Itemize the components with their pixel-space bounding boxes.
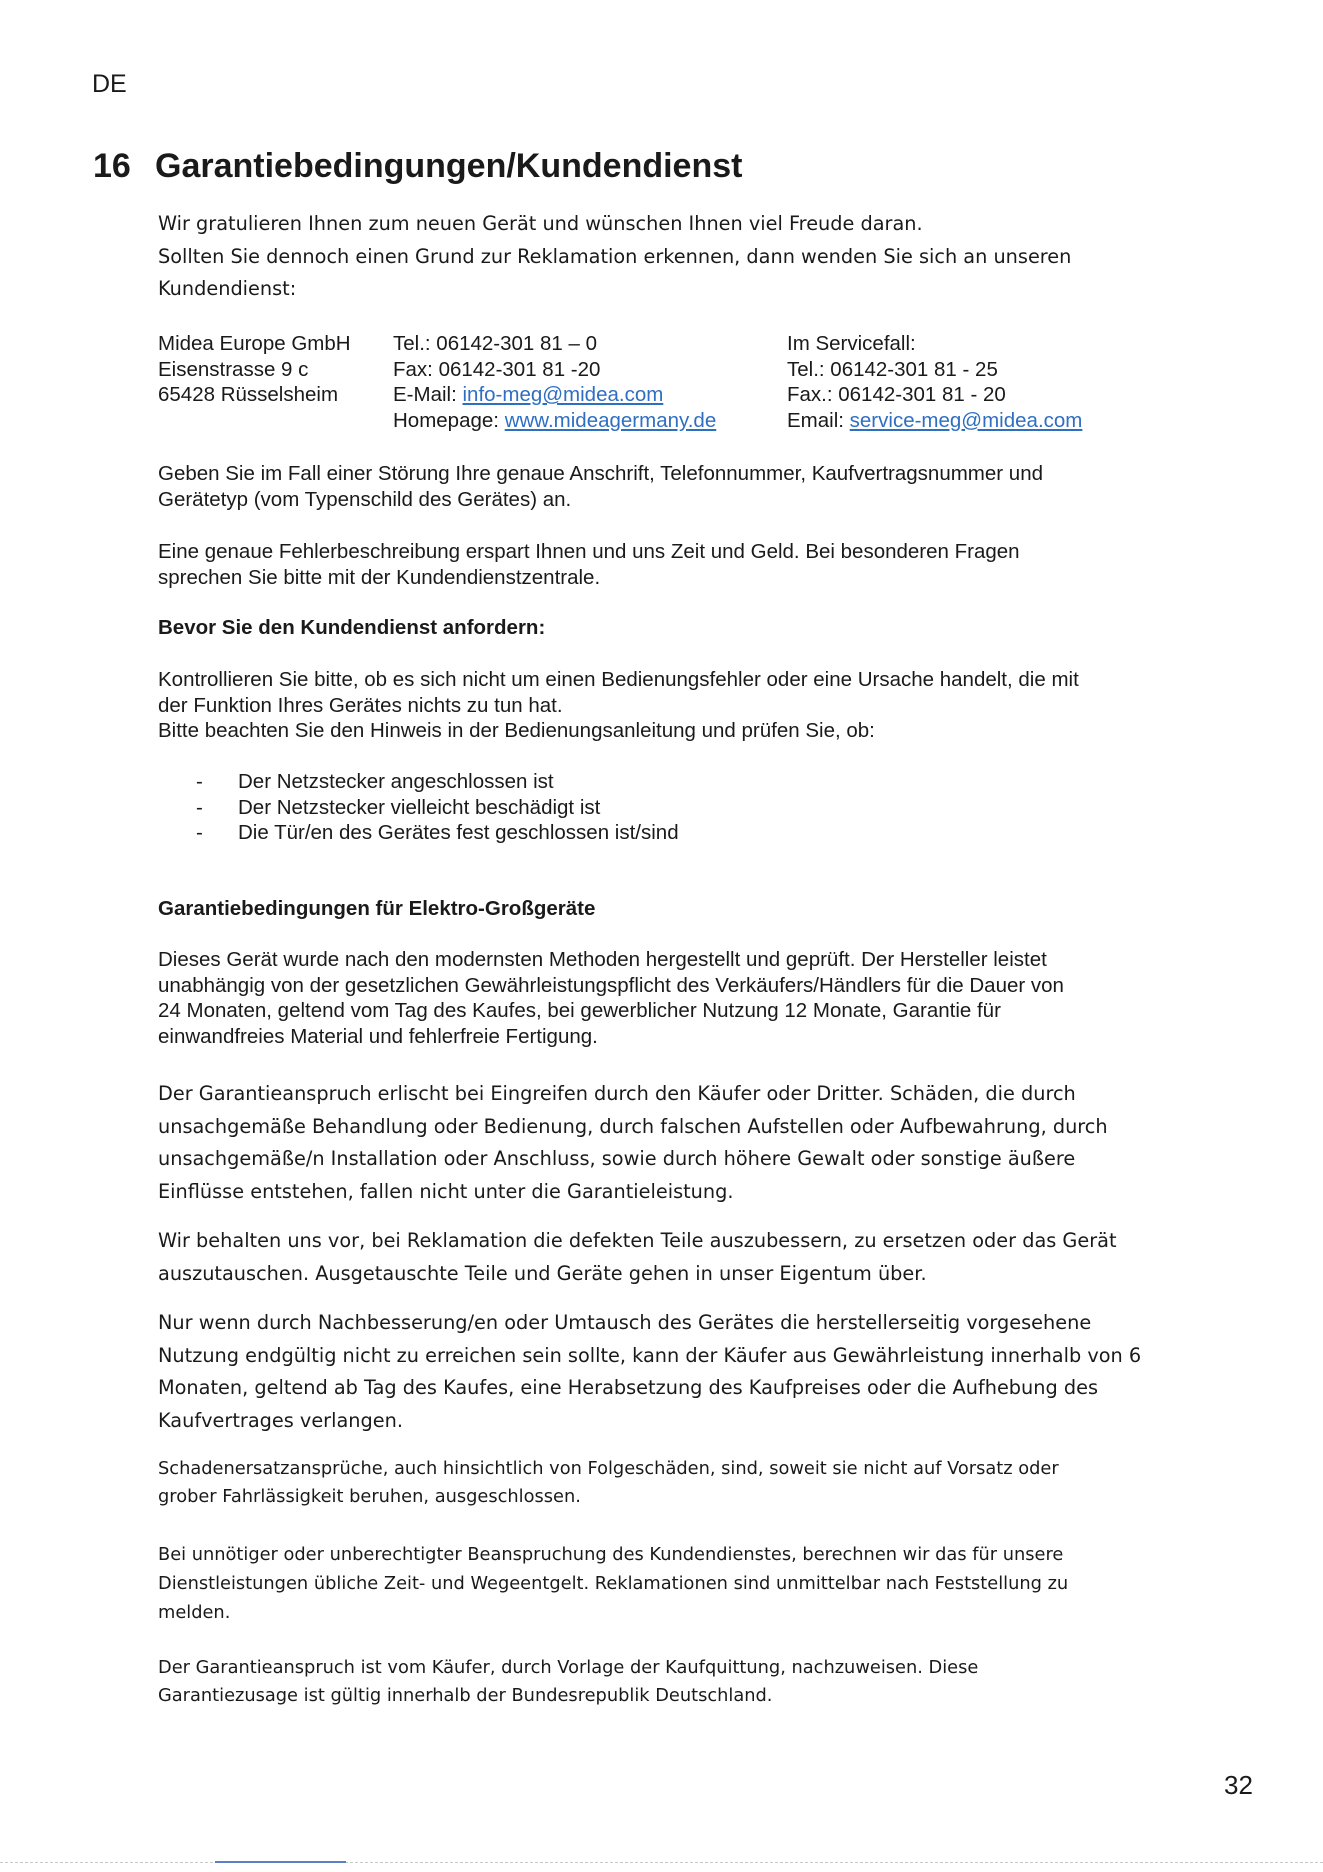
text-line: Eine genaue Fehlerbeschreibung erspart Ihnen und uns Zeit und Geld. Bei besonderen Fragen [158,540,1020,563]
paragraph-geraet [158,947,1168,1049]
intro-line: Sollten Sie dennoch einen Grund zur Reklamation erkennen, dann wenden Sie sich an unseren [158,244,1072,268]
list-item [196,820,679,846]
paragraph-nachweis [158,1654,1168,1710]
company-street: Eisenstrasse 9 c [158,357,309,381]
company-email-row [393,382,716,408]
company-homepage-row [393,408,716,434]
paragraph-fehlerbeschreibung [158,539,1168,590]
text-line: unsachgemäße Behandlung oder Bedienung, durch falschen Aufstellen oder Aufbewahrung, durch [158,1114,1108,1138]
service-email-row [787,408,1082,434]
text-line: Dieses Gerät wurde nach den modernsten Methoden hergestellt und geprüft. Der Hersteller leistet [158,948,1047,971]
footer-accent-line [215,1861,346,1863]
dash-bullet: - [196,821,203,844]
service-title: Im Servicefall: [787,332,916,355]
company-address [158,331,351,408]
service-phone: Tel.: 06142-301 81 - 25 [787,357,998,381]
paragraph-anschrift [158,461,1168,512]
text-line: auszutauschen. Ausgetauschte Teile und Geräte gehen in unser Eigentum über. [158,1261,927,1285]
text-line: melden. [158,1602,231,1623]
paragraph-nachbesserung [158,1307,1168,1437]
list-item-text: Der Netzstecker vielleicht beschädigt ist [238,795,601,819]
dash-bullet: - [196,795,203,819]
text-line: einwandfreies Material und fehlerfreie Fertigung. [158,1024,598,1048]
list-item-text: Der Netzstecker angeschlossen ist [238,770,554,793]
service-contact [787,331,1082,433]
intro-line: Kundendienst: [158,277,297,300]
text-line: Schadenersatzansprüche, auch hinsichtlich von Folgeschäden, sind, soweit sie nicht auf Vorsatz oder [158,1458,1059,1479]
text-line: Gerätetyp (vom Typenschild des Gerätes) an. [158,487,572,511]
company-phone: Tel.: 06142-301 81 – 0 [393,332,598,355]
company-name: Midea Europe GmbH [158,332,351,355]
email-label: E-Mail: [393,383,463,406]
text-line: Kaufvertrages verlangen. [158,1408,403,1432]
text-line: unsachgemäße/n Installation oder Anschluss, sowie durch höhere Gewalt oder sonstige äußere [158,1147,1076,1170]
text-line: unabhängig von der gesetzlichen Gewährleistungspflicht des Verkäufers/Händlers für die Dauer von [158,973,1064,997]
service-email-label: Email: [787,408,850,432]
text-line: der Funktion Ihres Gerätes nichts zu tun hat. [158,693,563,717]
list-item [196,795,679,821]
section-heading [93,147,742,186]
paragraph-schadenersatz [158,1455,1168,1511]
before-service-heading: Bevor Sie den Kundendienst anfordern: [158,616,546,639]
company-fax: Fax: 06142-301 81 -20 [393,357,601,381]
text-line: sprechen Sie bitte mit der Kundendienstzentrale. [158,565,601,589]
text-line: Nutzung endgültig nicht zu erreichen sein sollte, kann der Käufer aus Gewährleistung innerhalb von 6 [158,1343,1142,1367]
text-line: Der Garantieanspruch ist vom Käufer, durch Vorlage der Kaufquittung, nachzuweisen. Diese [158,1657,979,1678]
paragraph-unnoetig [158,1540,1168,1627]
company-city: 65428 Rüsselsheim [158,383,339,406]
text-line: Monaten, geltend ab Tag des Kaufes, eine Herabsetzung des Kaufpreises oder die Aufhebung des [158,1376,1098,1399]
company-contact [393,331,716,433]
text-line: Der Garantieanspruch erlischt bei Eingreifen durch den Käufer oder Dritter. Schäden, die durch [158,1082,1076,1105]
text-line: grober Fahrlässigkeit beruhen, ausgeschlossen. [158,1486,581,1507]
warranty-heading: Garantiebedingungen für Elektro-Großgeräte [158,897,596,920]
text-line: Dienstleistungen übliche Zeit- und Wegeentgelt. Reklamationen sind unmittelbar nach Feststellung zu [158,1573,1069,1594]
text-line: Geben Sie im Fall einer Störung Ihre genaue Anschrift, Telefonnummer, Kaufvertragsnummer und [158,462,1044,485]
checklist [196,769,679,846]
paragraph-erlischt [158,1078,1168,1208]
list-item-text: Die Tür/en des Gerätes fest geschlossen ist/sind [238,821,679,844]
text-line: Garantiezusage ist gültig innerhalb der Bundesrepublik Deutschland. [158,1685,773,1706]
text-line: Bitte beachten Sie den Hinweis in der Bedienungsanleitung und prüfen Sie, ob: [158,719,875,742]
section-number: 16 [93,147,131,185]
page-number: 32 [1224,1770,1253,1800]
intro-line: Wir gratulieren Ihnen zum neuen Gerät und wünschen Ihnen viel Freude daran. [158,212,923,235]
text-line: Bei unnötiger oder unberechtigter Beanspruchung des Kundendienstes, berechnen wir das für unsere [158,1544,1064,1565]
intro-paragraph [158,208,1168,306]
paragraph-vorbehalt [158,1225,1168,1290]
service-email-link[interactable]: service-meg@midea.com [849,408,1083,432]
homepage-link[interactable]: www.mideagermany.de [504,408,717,432]
text-line: Kontrollieren Sie bitte, ob es sich nicht um einen Bedienungsfehler oder eine Ursache handelt, die mit [158,668,1079,691]
list-item [196,769,679,795]
homepage-label: Homepage: [393,408,505,432]
text-line: 24 Monaten, geltend vom Tag des Kaufes, bei gewerblicher Nutzung 12 Monate, Garantie für [158,999,1001,1022]
text-line: Wir behalten uns vor, bei Reklamation die defekten Teile auszubessern, zu ersetzen oder das Gerät [158,1229,1117,1252]
dash-bullet: - [196,770,203,793]
section-title: Garantiebedingungen/Kundendienst [155,147,743,185]
service-fax: Fax.: 06142-301 81 - 20 [787,383,1006,406]
text-line: Einflüsse entstehen, fallen nicht unter die Garantieleistung. [158,1179,734,1203]
footer-divider [0,1862,1323,1863]
language-code: DE [92,70,127,98]
paragraph-kontrolle [158,667,1168,744]
text-line: Nur wenn durch Nachbesserung/en oder Umtausch des Gerätes die herstellerseitig vorgesehene [158,1311,1092,1334]
email-link[interactable]: info-meg@midea.com [462,383,664,406]
